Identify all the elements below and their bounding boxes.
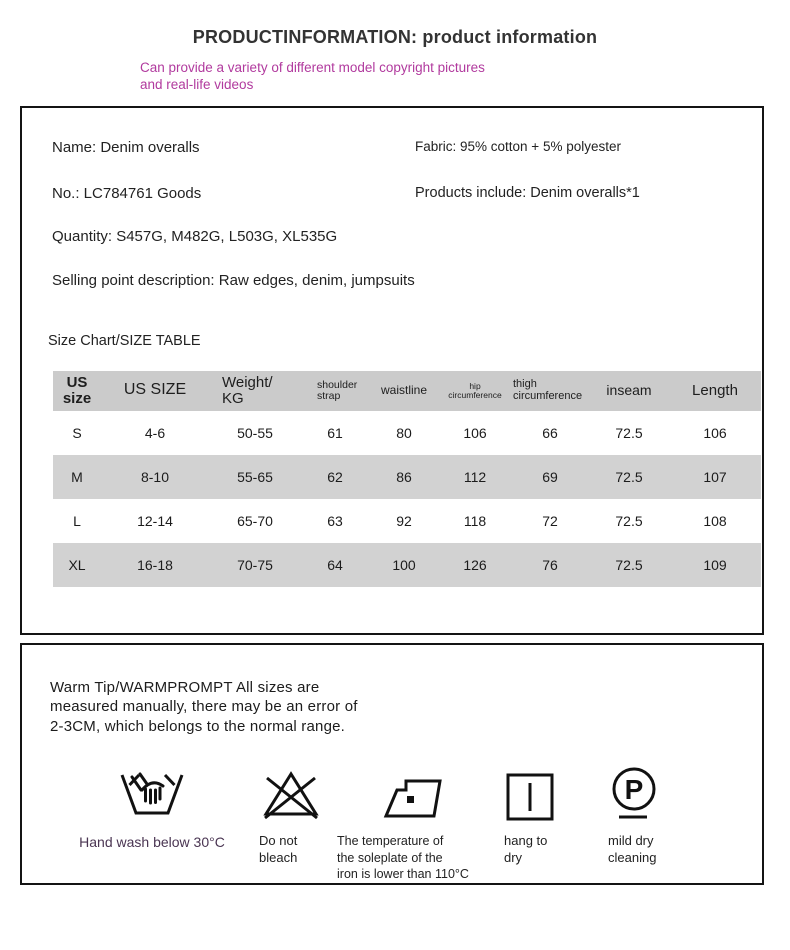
- info-row: [22, 272, 762, 289]
- subtitle: [140, 59, 790, 94]
- table-row-xl: XL 16-18 70-75 64 100 126 76 72.5 109: [53, 543, 761, 587]
- svg-text:P: P: [624, 774, 644, 806]
- hand-wash-icon: [67, 762, 237, 822]
- header-inseam: inseam: [606, 382, 652, 399]
- header-thigh-circumference: thigh circumference: [513, 377, 583, 402]
- table-row-l: L 12-14 65-70 63 92 118 72 72.5 108: [73, 512, 727, 529]
- selling-point-text: Selling point description: Raw edges, denim, jumpsuits: [52, 271, 415, 289]
- care-item-hand-wash: [67, 762, 237, 851]
- products-include-text: Products include: Denim overalls*1: [415, 184, 640, 201]
- header-weight: Weight/ KG: [222, 373, 273, 407]
- iron-low-temp-label: The temperature of the soleplate of the iron is lower than 110°C: [337, 834, 469, 881]
- size-chart-table: [53, 371, 761, 587]
- header-us-size: US size: [62, 373, 92, 407]
- page-title: PRODUCTINFORMATION: product information: [192, 27, 598, 47]
- product-info-box: [20, 106, 764, 635]
- do-not-bleach-icon: [259, 762, 323, 822]
- subtitle-line: Can provide a variety of different model copyright pictures: [140, 60, 485, 75]
- info-row: [22, 228, 762, 245]
- product-name-text: Name: Denim overalls: [52, 138, 200, 156]
- care-icons-row: [22, 762, 762, 882]
- mild-dry-cleaning-label: mild dry cleaning: [608, 833, 657, 866]
- header-waistline: waistline: [380, 383, 428, 398]
- info-row: [22, 139, 762, 156]
- care-item-mild-dry-cleaning: [598, 762, 670, 867]
- table-row-m: M 8-10 55-65 62 86 112 69 72.5 107: [53, 455, 761, 499]
- subtitle-line: and real-life videos: [140, 77, 254, 93]
- product-quantity-text: Quantity: S457G, M482G, L503G, XL535G: [52, 227, 338, 245]
- mild-dry-cleaning-icon: [598, 762, 670, 822]
- iron-low-temp-icon: [337, 762, 489, 822]
- header-length: Length: [692, 381, 738, 399]
- care-item-iron-low-temp: [337, 762, 489, 882]
- care-item-hang-to-dry: [498, 762, 562, 867]
- hang-to-dry-label: hang to dry: [504, 833, 548, 866]
- table-header-row: [53, 371, 761, 411]
- hand-wash-label: Hand wash below 30°C: [79, 834, 225, 851]
- info-row: [22, 185, 762, 202]
- header-us-size-range: US SIZE: [123, 381, 187, 399]
- hang-to-dry-icon: [498, 762, 562, 822]
- product-number-text: No.: LC784761 Goods: [52, 184, 202, 202]
- table-row-s: S 4-6 50-55 61 80 106 66 72.5 106: [72, 424, 727, 441]
- header-shoulder-strap: shoulder strap: [317, 378, 358, 402]
- header-hip-circumference: hip circumference: [448, 380, 502, 400]
- warm-tip-text: Warm Tip/WARMPROMPT All sizes are measured manually, there may be an error of 2-3CM, which belongs to the normal range.: [50, 678, 358, 736]
- care-instructions-box: [20, 643, 764, 885]
- care-item-do-not-bleach: [259, 762, 323, 867]
- do-not-bleach-label: Do not bleach: [259, 833, 298, 866]
- size-chart-heading: Size Chart/SIZE TABLE: [48, 332, 201, 349]
- product-fabric-text: Fabric: 95% cotton + 5% polyester: [415, 138, 621, 154]
